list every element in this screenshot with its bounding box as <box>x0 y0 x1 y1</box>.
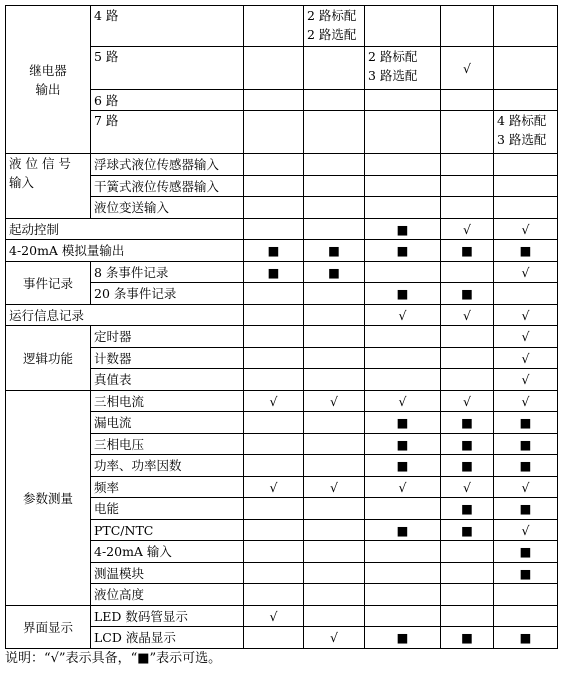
cell: ■ <box>441 455 494 477</box>
row-label: 浮球式液位传感器输入 <box>91 154 244 176</box>
table-row <box>6 391 558 412</box>
table-row <box>6 6 558 47</box>
cell: ■ <box>365 412 441 434</box>
table-row <box>6 154 558 176</box>
cell <box>494 47 558 90</box>
cell: √ <box>304 627 365 649</box>
row-label: 干簧式液位传感器输入 <box>91 176 244 197</box>
cell: ■ <box>494 541 558 563</box>
cell: ■ <box>304 240 365 262</box>
cell <box>244 47 304 90</box>
cell <box>304 47 365 90</box>
cell: ■ <box>441 434 494 455</box>
row-label: 4-20mA 模拟量输出 <box>6 240 244 262</box>
cell: √ <box>441 219 494 240</box>
cell: √ <box>365 305 441 326</box>
table-row <box>6 262 558 283</box>
row-label: 测温模块 <box>91 563 244 584</box>
group-logic: 逻辑功能 <box>6 326 91 391</box>
cell: ■ <box>494 240 558 262</box>
cell: √ <box>244 477 304 498</box>
cell: √ <box>494 305 558 326</box>
cell: ■ <box>441 240 494 262</box>
cell: √ <box>441 305 494 326</box>
table-row <box>6 326 558 348</box>
row-label: 4-20mA 输入 <box>91 541 244 563</box>
cell: √ <box>494 391 558 412</box>
row-label: LCD 液晶显示 <box>91 627 244 649</box>
feature-comparison-table <box>5 5 558 649</box>
cell: √ <box>304 391 365 412</box>
cell: √ <box>304 477 365 498</box>
cell: ■ <box>441 627 494 649</box>
cell: ■ <box>494 434 558 455</box>
cell: 2 路标配 2 路选配 <box>304 6 365 47</box>
cell: ■ <box>494 412 558 434</box>
row-label: 运行信息记录 <box>6 305 244 326</box>
cell: ■ <box>365 219 441 240</box>
cell: ■ <box>365 240 441 262</box>
cell: ■ <box>244 262 304 283</box>
cell: √ <box>244 391 304 412</box>
table-row <box>6 219 558 240</box>
cell: ■ <box>441 498 494 520</box>
group-display: 界面显示 <box>6 606 91 649</box>
cell: √ <box>494 262 558 283</box>
group-event-record: 事件记录 <box>6 262 91 305</box>
cell: ■ <box>365 434 441 455</box>
row-label: PTC/NTC <box>91 520 244 541</box>
cell: √ <box>494 348 558 369</box>
row-label: 4 路 <box>91 6 244 47</box>
row-label: 液位高度 <box>91 584 244 606</box>
cell: √ <box>494 326 558 348</box>
row-label: LED 数码管显示 <box>91 606 244 627</box>
cell: ■ <box>365 520 441 541</box>
cell: 2 路标配 3 路选配 <box>365 47 441 90</box>
row-label: 频率 <box>91 477 244 498</box>
cell: ■ <box>494 563 558 584</box>
cell: ■ <box>494 455 558 477</box>
cell: √ <box>365 391 441 412</box>
cell: ■ <box>441 412 494 434</box>
cell: √ <box>365 477 441 498</box>
cell <box>494 6 558 47</box>
row-label: 液位变送输入 <box>91 197 244 219</box>
cell: ■ <box>365 627 441 649</box>
cell: ■ <box>441 283 494 305</box>
cell: √ <box>494 477 558 498</box>
table-row <box>6 305 558 326</box>
cell: √ <box>494 520 558 541</box>
cell: √ <box>441 477 494 498</box>
cell: ■ <box>494 498 558 520</box>
row-label: 漏电流 <box>91 412 244 434</box>
row-label: 电能 <box>91 498 244 520</box>
cell: ■ <box>365 455 441 477</box>
row-label: 真值表 <box>91 369 244 391</box>
row-label: 三相电流 <box>91 391 244 412</box>
row-label: 5 路 <box>91 47 244 90</box>
row-label: 起动控制 <box>6 219 244 240</box>
row-label: 8 条事件记录 <box>91 262 244 283</box>
footnote: 说明：“√”表示具备，“■”表示可选。 <box>5 651 222 666</box>
row-label: 计数器 <box>91 348 244 369</box>
cell: √ <box>441 391 494 412</box>
row-label: 7 路 <box>91 111 244 154</box>
row-label: 20 条事件记录 <box>91 283 244 305</box>
cell: ■ <box>244 240 304 262</box>
cell: √ <box>244 606 304 627</box>
cell: √ <box>494 219 558 240</box>
cell: ■ <box>494 627 558 649</box>
cell: √ <box>441 47 494 90</box>
cell <box>365 6 441 47</box>
cell: ■ <box>304 262 365 283</box>
row-label: 6 路 <box>91 90 244 111</box>
row-label: 定时器 <box>91 326 244 348</box>
group-liquid-input: 液 位 信 号 输入 <box>6 154 91 219</box>
row-label: 三相电压 <box>91 434 244 455</box>
table-row <box>6 606 558 627</box>
table-row <box>6 240 558 262</box>
cell <box>244 6 304 47</box>
cell: 4 路标配 3 路选配 <box>494 111 558 154</box>
group-relay-output: 继电器 输出 <box>6 6 91 154</box>
cell: ■ <box>441 520 494 541</box>
cell: √ <box>494 369 558 391</box>
row-label: 功率、功率因数 <box>91 455 244 477</box>
cell <box>441 6 494 47</box>
cell: ■ <box>365 283 441 305</box>
group-param: 参数测量 <box>6 391 91 606</box>
